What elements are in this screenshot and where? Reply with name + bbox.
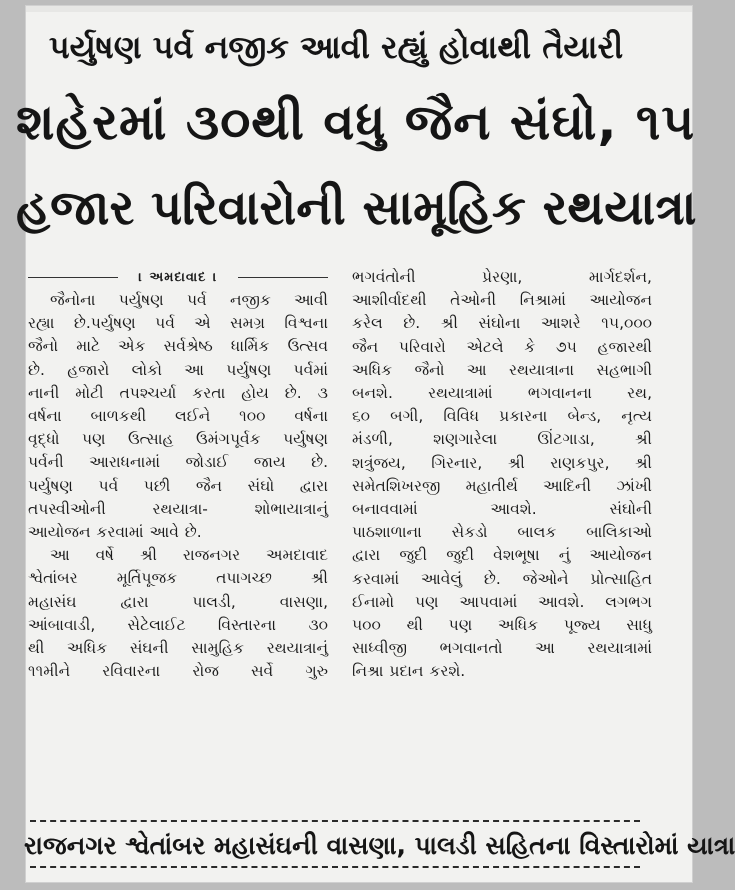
body-line: સમેતશિખરજી મહાતીર્થ આદિની ઝાંખી bbox=[352, 476, 652, 495]
body-line: બનશે. રથયાત્રામાં ભગવાનના રથ, bbox=[352, 384, 652, 403]
body-line: વૃદ્ધો પણ ઉત્સાહ ઉમંગપૂર્વક પર્યુષણ bbox=[28, 430, 328, 449]
body-line: ૬૦ બગી, વિવિધ પ્રકારના બેન્ડ, નૃત્ય bbox=[352, 407, 652, 426]
body-line: નિશ્રા પ્રદાન કરશે. bbox=[352, 662, 466, 681]
body-line: રહ્યા છે.પર્યુષણ પર્વ એ સમગ્ર વિશ્વના bbox=[28, 314, 328, 333]
body-line: બનાવવામાં આવશે. સંઘોની bbox=[352, 500, 652, 519]
body-line: જૈન પરિવારો એટલે કે ૭૫ હજારથી bbox=[352, 337, 652, 356]
footer-rule-top bbox=[30, 820, 640, 822]
body-line: આયોજન કરવામાં આવે છે. bbox=[28, 523, 202, 542]
body-line: જૈનોના પર્યુષણ પર્વ નજીક આવી bbox=[50, 291, 328, 309]
body-line: ૧૧મીને રવિવારના રોજ સર્વે ગુરુ bbox=[28, 662, 328, 681]
headline-main-line-2: હજાર પરિવારોની સામૂહિક રથયાત્રા bbox=[16, 180, 697, 236]
body-line: પાઠશાળાના સેકડો બાલક બાલિકાઓ bbox=[352, 523, 652, 542]
article-column-left bbox=[28, 266, 328, 683]
body-line: અધિક જૈનો આ રથયાત્રાના સહભાગી bbox=[352, 360, 652, 379]
dateline-row bbox=[28, 266, 328, 289]
body-line: સાધ્વીજી ભગવાનતો આ રથયાત્રામાં bbox=[352, 639, 652, 658]
body-line: દ્વારા જુદી જુદી વેશભૂષા નું આયોજન bbox=[352, 546, 652, 565]
body-line: કરવામાં આવેલું છે. જેઓને પ્રોત્સાહિત bbox=[352, 569, 652, 588]
footer-caption: રાજનગર શ્વેતાંબર મહાસંઘની વાસણા, પાલડી સહિતના વિસ્તારોમાં યાત્રા bbox=[24, 831, 735, 860]
body-line: ભગવંતોની પ્રેરણા, માર્ગદર્શન, bbox=[352, 268, 652, 286]
dateline: । અમદાવાદ । bbox=[138, 269, 218, 285]
body-line: ઈનામો પણ આપવામાં આવશે. લગભગ bbox=[352, 592, 652, 611]
body-line: આશીર્વાદથી તેઓની નિશ્રામાં આયોજન bbox=[352, 291, 652, 310]
body-line: તપસ્વીઓની રથયાત્રા- શોભાયાત્રાનું bbox=[28, 499, 328, 518]
headline-kicker: પર્યુષણ પર્વ નજીક આવી રહ્યું હોવાથી તૈયારી bbox=[48, 28, 624, 66]
body-line: થી અધિક સંઘની સામુહિક રથયાત્રાનું bbox=[28, 639, 328, 658]
body-line: ૫૦૦ થી પણ અધિક પૂજ્ય સાધુ bbox=[352, 616, 652, 635]
body-line: મંડળી, શણગારેલા ઊંટગાડા, શ્રી bbox=[352, 430, 652, 449]
headline-main-line-1: શહેરમાં ૩૦થી વધુ જૈન સંઘો, ૧૫ bbox=[16, 93, 696, 151]
body-line: પર્યુષણ પર્વ પછી જૈન સંઘો દ્વારા bbox=[28, 476, 328, 495]
body-line: કરેલ છે. શ્રી સંઘોના આશરે ૧૫,૦૦૦ bbox=[352, 314, 652, 333]
body-line: છે. હજારો લોકો આ પર્યુષણ પર્વમાં bbox=[28, 360, 328, 379]
footer-rule-bottom bbox=[30, 866, 640, 868]
body-line: વર્ષના બાળકથી લઈને ૧૦૦ વર્ષના bbox=[28, 407, 328, 426]
body-line: જૈનો માટે એક સર્વશ્રેષ્ઠ ધાર્મિક ઉત્સવ bbox=[28, 337, 328, 356]
body-line: શત્રુંજય, ગિરનાર, શ્રી રાણકપુર, શ્રી bbox=[352, 453, 652, 472]
body-line: નાની મોટી તપશ્ચર્યા કરતા હોય છે. ૩ bbox=[28, 383, 328, 402]
body-line: મહાસંઘ દ્વારા પાલડી, વાસણા, bbox=[28, 592, 328, 611]
body-line: આ વર્ષે શ્રી રાજનગર અમદાવાદ bbox=[50, 546, 328, 565]
body-line: આંબાવાડી, સેટેલાઈટ વિસ્તારના ૩૦ bbox=[28, 615, 328, 634]
paper-edge bbox=[26, 6, 692, 12]
body-line: શ્વેતાંબર મૂર્તિપૂજક તપાગચ્છ શ્રી bbox=[28, 569, 328, 588]
body-line: પર્વની આરાધનામાં જોડાઈ જાય છે. bbox=[28, 453, 328, 472]
article-column-right bbox=[352, 266, 652, 684]
